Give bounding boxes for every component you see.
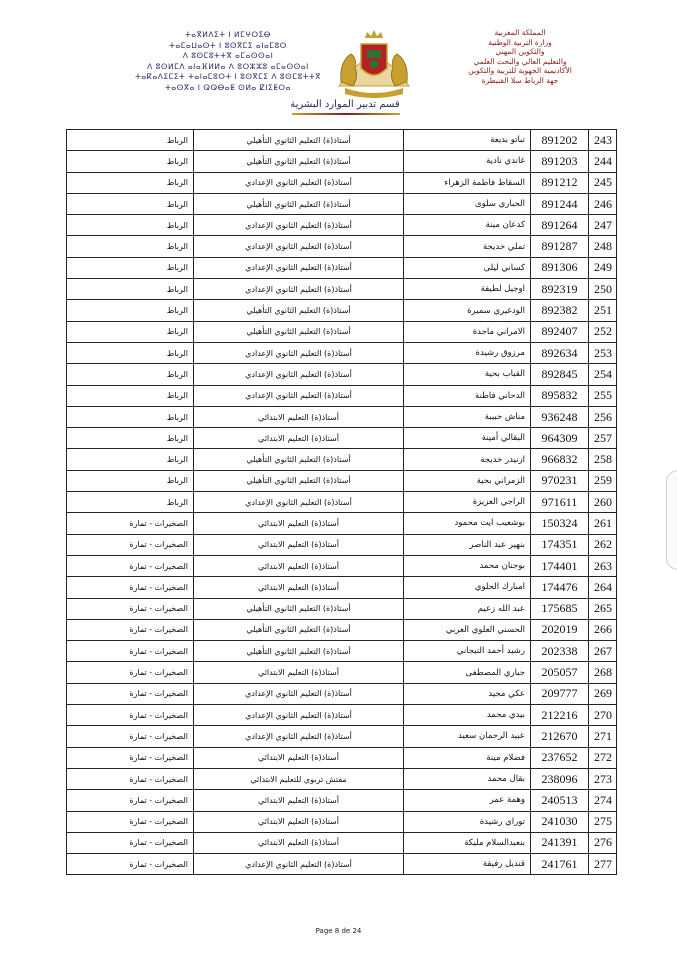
- table-row: [67, 449, 617, 470]
- grade-cell: أستاذ(ة) التعليم الابتدائي: [194, 811, 404, 832]
- name-cell: الزمراني بحية: [404, 470, 531, 491]
- staff-id-cell: 241030: [531, 811, 589, 832]
- table-row: [67, 768, 617, 789]
- table-row: [67, 279, 617, 300]
- row-number-cell: 249: [589, 257, 617, 278]
- row-number-cell: 254: [589, 364, 617, 385]
- staff-id-cell: 174351: [531, 534, 589, 555]
- grade-cell: أستاذ(ة) التعليم الابتدائي: [194, 790, 404, 811]
- staff-id-cell: 891212: [531, 172, 589, 193]
- name-cell: قنديل رفيقة: [404, 854, 531, 875]
- staff-id-cell: 892634: [531, 342, 589, 363]
- staff-id-cell: 212216: [531, 705, 589, 726]
- page-number: Page 8 de 24: [315, 927, 362, 935]
- city-cell: الرباط: [67, 193, 194, 214]
- name-cell: السقاط فاطمة الزهراء: [404, 172, 531, 193]
- table-row: [67, 726, 617, 747]
- tifinagh-line: ⵜⴰⵙⴳⴰ ⵏ ⵕⵕⴱⴰⵟ ⵙⵍⴰ ⵇⵏⵉⵟⵔⴰ: [165, 82, 291, 92]
- staff-id-cell: 241391: [531, 832, 589, 853]
- city-cell: الصخيرات - تمارة: [67, 832, 194, 853]
- name-cell: بوشعيب ايت محمود: [404, 513, 531, 534]
- city-cell: الرباط: [67, 492, 194, 513]
- table-row: [67, 513, 617, 534]
- name-cell: توراي رشيدة: [404, 811, 531, 832]
- table-row: [67, 193, 617, 214]
- row-number-cell: 257: [589, 428, 617, 449]
- row-number-cell: 245: [589, 172, 617, 193]
- grade-cell: أستاذ(ة) التعليم الثانوي التأهيلي: [194, 641, 404, 662]
- grade-cell: أستاذ(ة) التعليم الابتدائي: [194, 406, 404, 427]
- arabic-line: والتكوين المهني: [495, 47, 545, 56]
- grade-cell: أستاذ(ة) التعليم الثانوي الإعدادي: [194, 342, 404, 363]
- city-cell: الصخيرات - تمارة: [67, 641, 194, 662]
- arabic-line: وزارة التربية الوطنية: [488, 37, 552, 47]
- name-cell: مناش حبيبة: [404, 406, 531, 427]
- row-number-cell: 258: [589, 449, 617, 470]
- name-cell: غاندي نادية: [404, 151, 531, 172]
- grade-cell: أستاذ(ة) التعليم الثانوي الإعدادي: [194, 683, 404, 704]
- row-number-cell: 273: [589, 768, 617, 789]
- row-number-cell: 265: [589, 598, 617, 619]
- row-number-cell: 270: [589, 705, 617, 726]
- grade-cell: أستاذ(ة) التعليم الثانوي التأهيلي: [194, 321, 404, 342]
- staff-id-cell: 237652: [531, 747, 589, 768]
- row-number-cell: 276: [589, 832, 617, 853]
- row-number-cell: 268: [589, 662, 617, 683]
- name-cell: بنعبدالسلام مليكة: [404, 832, 531, 853]
- row-number-cell: 256: [589, 406, 617, 427]
- name-cell: عبد الله زعيم: [404, 598, 531, 619]
- city-cell: الصخيرات - تمارة: [67, 534, 194, 555]
- table-row: [67, 130, 617, 151]
- city-cell: الرباط: [67, 215, 194, 236]
- name-cell: القباب بحية: [404, 364, 531, 385]
- row-number-cell: 269: [589, 683, 617, 704]
- royal-coat-of-arms-icon: [331, 28, 417, 100]
- city-cell: الصخيرات - تمارة: [67, 790, 194, 811]
- table-row: [67, 641, 617, 662]
- grade-cell: مفتش تربوي للتعليم الابتدائي: [194, 768, 404, 789]
- name-cell: الراجي العزيزة: [404, 492, 531, 513]
- table-row: [67, 811, 617, 832]
- row-number-cell: 271: [589, 726, 617, 747]
- table-row: [67, 747, 617, 768]
- name-cell: فضلام مينة: [404, 747, 531, 768]
- table-row: [67, 342, 617, 363]
- grade-cell: أستاذ(ة) التعليم الابتدائي: [194, 534, 404, 555]
- grade-cell: أستاذ(ة) التعليم الثانوي الإعدادي: [194, 236, 404, 257]
- row-number-cell: 252: [589, 321, 617, 342]
- row-number-cell: 247: [589, 215, 617, 236]
- grade-cell: أستاذ(ة) التعليم الثانوي الإعدادي: [194, 257, 404, 278]
- tifinagh-line: ⴷ ⵓⵙⵎⵓⵜⵜⴳ ⴰⵎⴰⵙⵙⴰⵏ: [182, 51, 274, 60]
- grade-cell: أستاذ(ة) التعليم الثانوي التأهيلي: [194, 151, 404, 172]
- city-cell: الرباط: [67, 130, 194, 151]
- row-number-cell: 251: [589, 300, 617, 321]
- staff-id-cell: 202338: [531, 641, 589, 662]
- staff-id-cell: 238096: [531, 768, 589, 789]
- staff-id-cell: 174476: [531, 577, 589, 598]
- staff-table: [66, 129, 617, 875]
- staff-id-cell: 970231: [531, 470, 589, 491]
- staff-id-cell: 892382: [531, 300, 589, 321]
- name-cell: الودغيري سميرة: [404, 300, 531, 321]
- row-number-cell: 277: [589, 854, 617, 875]
- grade-cell: أستاذ(ة) التعليم الثانوي التأهيلي: [194, 130, 404, 151]
- name-cell: تباتو بديعة: [404, 130, 531, 151]
- city-cell: الصخيرات - تمارة: [67, 577, 194, 598]
- table-row: [67, 790, 617, 811]
- city-cell: الرباط: [67, 449, 194, 470]
- city-cell: الصخيرات - تمارة: [67, 513, 194, 534]
- grade-cell: أستاذ(ة) التعليم الثانوي الإعدادي: [194, 172, 404, 193]
- row-number-cell: 275: [589, 811, 617, 832]
- staff-id-cell: 891203: [531, 151, 589, 172]
- viewer-side-handle[interactable]: [666, 470, 677, 570]
- arabic-line: والتعليم العالي والبحث العلمي: [473, 56, 567, 66]
- table-row: [67, 492, 617, 513]
- row-number-cell: 255: [589, 385, 617, 406]
- table-row: [67, 832, 617, 853]
- name-cell: عكي مجيد: [404, 683, 531, 704]
- row-number-cell: 248: [589, 236, 617, 257]
- name-cell: كساني ليلى: [404, 257, 531, 278]
- staff-id-cell: 892319: [531, 279, 589, 300]
- table-row: [67, 854, 617, 875]
- table-row: [67, 619, 617, 640]
- row-number-cell: 253: [589, 342, 617, 363]
- grade-cell: أستاذ(ة) التعليم الابتدائي: [194, 577, 404, 598]
- grade-cell: أستاذ(ة) التعليم الثانوي التأهيلي: [194, 598, 404, 619]
- grade-cell: أستاذ(ة) التعليم الثانوي التأهيلي: [194, 193, 404, 214]
- staff-id-cell: 964309: [531, 428, 589, 449]
- row-number-cell: 250: [589, 279, 617, 300]
- staff-id-cell: 971611: [531, 492, 589, 513]
- grade-cell: أستاذ(ة) التعليم الثانوي الإعدادي: [194, 854, 404, 875]
- name-cell: بنهير عبد الناصر: [404, 534, 531, 555]
- tifinagh-line: ⴷ ⵓⵙⵍⵎⴷ ⴰⵏⴰⴼⵍⵍⴰ ⴷ ⵓⵔⵣⵣⵓ ⴰⵎⴰⵙⵙⴰⵏ: [147, 61, 309, 71]
- table-row: [67, 257, 617, 278]
- name-cell: بقال محمد: [404, 768, 531, 789]
- staff-id-cell: 891306: [531, 257, 589, 278]
- row-number-cell: 243: [589, 130, 617, 151]
- grade-cell: أستاذ(ة) التعليم الابتدائي: [194, 428, 404, 449]
- staff-id-cell: 174401: [531, 555, 589, 576]
- table-row: [67, 300, 617, 321]
- name-cell: الحسني العلوي العربي: [404, 619, 531, 640]
- grade-cell: أستاذ(ة) التعليم الابتدائي: [194, 832, 404, 853]
- city-cell: الصخيرات - تمارة: [67, 555, 194, 576]
- city-cell: الرباط: [67, 428, 194, 449]
- staff-id-cell: 205057: [531, 662, 589, 683]
- city-cell: الرباط: [67, 364, 194, 385]
- grade-cell: أستاذ(ة) التعليم الثانوي التأهيلي: [194, 470, 404, 491]
- staff-id-cell: 891244: [531, 193, 589, 214]
- grade-cell: أستاذ(ة) التعليم الابتدائي: [194, 513, 404, 534]
- city-cell: الصخيرات - تمارة: [67, 811, 194, 832]
- staff-id-cell: 209777: [531, 683, 589, 704]
- name-cell: تملي خديجة: [404, 236, 531, 257]
- department-title: قسم تدبير الموارد البشرية: [290, 99, 400, 110]
- table-row: [67, 151, 617, 172]
- name-cell: مرزوق رشيدة: [404, 342, 531, 363]
- table-row: [67, 321, 617, 342]
- staff-id-cell: 892845: [531, 364, 589, 385]
- staff-id-cell: 212670: [531, 726, 589, 747]
- row-number-cell: 244: [589, 151, 617, 172]
- staff-id-cell: 202019: [531, 619, 589, 640]
- name-cell: كدعان مينة: [404, 215, 531, 236]
- name-cell: جباري المصطفى: [404, 662, 531, 683]
- table-row: [67, 172, 617, 193]
- arabic-line: جهة الرباط سلا القنيطرة: [481, 75, 559, 85]
- staff-table-body: [67, 130, 617, 875]
- table-row: [67, 662, 617, 683]
- city-cell: الصخيرات - تمارة: [67, 854, 194, 875]
- grade-cell: أستاذ(ة) التعليم الثانوي الإعدادي: [194, 215, 404, 236]
- name-cell: ازنيدر خديجة: [404, 449, 531, 470]
- grade-cell: أستاذ(ة) التعليم الثانوي الإعدادي: [194, 492, 404, 513]
- staff-id-cell: 966832: [531, 449, 589, 470]
- name-cell: عبيد الرحمان سعيد: [404, 726, 531, 747]
- staff-id-cell: 241761: [531, 854, 589, 875]
- city-cell: الرباط: [67, 257, 194, 278]
- tifinagh-line: ⵜⴰⴽⴰⴷⵉⵎⵉⵜ ⵜⴰⵏⴰⵎⵓⵔⵜ ⵏ ⵓⵙⴳⵎⵉ ⴷ ⵓⵙⵎⵓⵜⵜⴳ: [135, 72, 321, 81]
- staff-id-cell: 240513: [531, 790, 589, 811]
- arabic-line: المملكة المغربية: [494, 28, 546, 37]
- city-cell: الصخيرات - تمارة: [67, 726, 194, 747]
- name-cell: وهمة عمر: [404, 790, 531, 811]
- city-cell: الصخيرات - تمارة: [67, 598, 194, 619]
- name-cell: البقالي أمينة: [404, 428, 531, 449]
- grade-cell: أستاذ(ة) التعليم الثانوي الإعدادي: [194, 726, 404, 747]
- name-cell: الامراني ماجدة: [404, 321, 531, 342]
- grade-cell: أستاذ(ة) التعليم الابتدائي: [194, 662, 404, 683]
- name-cell: بوجنان محمد: [404, 555, 531, 576]
- row-number-cell: 267: [589, 641, 617, 662]
- row-number-cell: 246: [589, 193, 617, 214]
- city-cell: الرباط: [67, 342, 194, 363]
- table-row: [67, 705, 617, 726]
- table-row: [67, 577, 617, 598]
- city-cell: الرباط: [67, 406, 194, 427]
- city-cell: الرباط: [67, 151, 194, 172]
- city-cell: الصخيرات - تمارة: [67, 747, 194, 768]
- name-cell: رشيد أحمد التيجاني: [404, 641, 531, 662]
- name-cell: الجباري سلوى: [404, 193, 531, 214]
- name-cell: الدحاني فاطنة: [404, 385, 531, 406]
- staff-id-cell: 892407: [531, 321, 589, 342]
- table-row: [67, 215, 617, 236]
- city-cell: الرباط: [67, 172, 194, 193]
- tifinagh-line: ⵜⴰⴳⵍⴷⵉⵜ ⵏ ⵍⵎⵖⵔⵉⴱ: [185, 30, 271, 39]
- staff-id-cell: 895832: [531, 385, 589, 406]
- city-cell: الصخيرات - تمارة: [67, 683, 194, 704]
- document-header: [0, 0, 677, 118]
- city-cell: الرباط: [67, 385, 194, 406]
- row-number-cell: 272: [589, 747, 617, 768]
- table-row: [67, 598, 617, 619]
- city-cell: الرباط: [67, 321, 194, 342]
- table-row: [67, 236, 617, 257]
- table-row: [67, 470, 617, 491]
- grade-cell: أستاذ(ة) التعليم الابتدائي: [194, 747, 404, 768]
- staff-id-cell: 936248: [531, 406, 589, 427]
- grade-cell: أستاذ(ة) التعليم الثانوي التأهيلي: [194, 449, 404, 470]
- row-number-cell: 264: [589, 577, 617, 598]
- row-number-cell: 266: [589, 619, 617, 640]
- row-number-cell: 274: [589, 790, 617, 811]
- staff-id-cell: 891264: [531, 215, 589, 236]
- arabic-line: الأكاديمية الجهوية للتربية والتكوين: [468, 66, 572, 75]
- tifinagh-ministry-heading: [108, 30, 348, 93]
- grade-cell: أستاذ(ة) التعليم الثانوي الإعدادي: [194, 364, 404, 385]
- row-number-cell: 262: [589, 534, 617, 555]
- city-cell: الصخيرات - تمارة: [67, 662, 194, 683]
- name-cell: امبارك الحلوي: [404, 577, 531, 598]
- grade-cell: أستاذ(ة) التعليم الثانوي الإعدادي: [194, 279, 404, 300]
- table-row: [67, 683, 617, 704]
- table-row: [67, 534, 617, 555]
- row-number-cell: 259: [589, 470, 617, 491]
- grade-cell: أستاذ(ة) التعليم الثانوي التأهيلي: [194, 300, 404, 321]
- tifinagh-line: ⵜⴰⵎⴰⵡⴰⵙⵜ ⵏ ⵓⵙⴳⵎⵉ ⴰⵏⴰⵎⵓⵔ: [169, 40, 287, 50]
- city-cell: الرباط: [67, 236, 194, 257]
- city-cell: الرباط: [67, 300, 194, 321]
- name-cell: اوجيل لطيفة: [404, 279, 531, 300]
- staff-id-cell: 150324: [531, 513, 589, 534]
- grade-cell: أستاذ(ة) التعليم الابتدائي: [194, 555, 404, 576]
- city-cell: الصخيرات - تمارة: [67, 768, 194, 789]
- table-row: [67, 428, 617, 449]
- table-row: [67, 364, 617, 385]
- city-cell: الصخيرات - تمارة: [67, 619, 194, 640]
- table-row: [67, 385, 617, 406]
- city-cell: الرباط: [67, 470, 194, 491]
- staff-id-cell: 891287: [531, 236, 589, 257]
- row-number-cell: 263: [589, 555, 617, 576]
- header-divider: [292, 113, 400, 115]
- grade-cell: أستاذ(ة) التعليم الثانوي الإعدادي: [194, 385, 404, 406]
- table-row: [67, 555, 617, 576]
- staff-id-cell: 175685: [531, 598, 589, 619]
- row-number-cell: 260: [589, 492, 617, 513]
- city-cell: الصخيرات - تمارة: [67, 705, 194, 726]
- table-row: [67, 406, 617, 427]
- staff-id-cell: 891202: [531, 130, 589, 151]
- city-cell: الرباط: [67, 279, 194, 300]
- grade-cell: أستاذ(ة) التعليم الثانوي الإعدادي: [194, 705, 404, 726]
- row-number-cell: 261: [589, 513, 617, 534]
- name-cell: بيدي محمد: [404, 705, 531, 726]
- grade-cell: أستاذ(ة) التعليم الثانوي التأهيلي: [194, 619, 404, 640]
- arabic-ministry-heading: [420, 28, 620, 85]
